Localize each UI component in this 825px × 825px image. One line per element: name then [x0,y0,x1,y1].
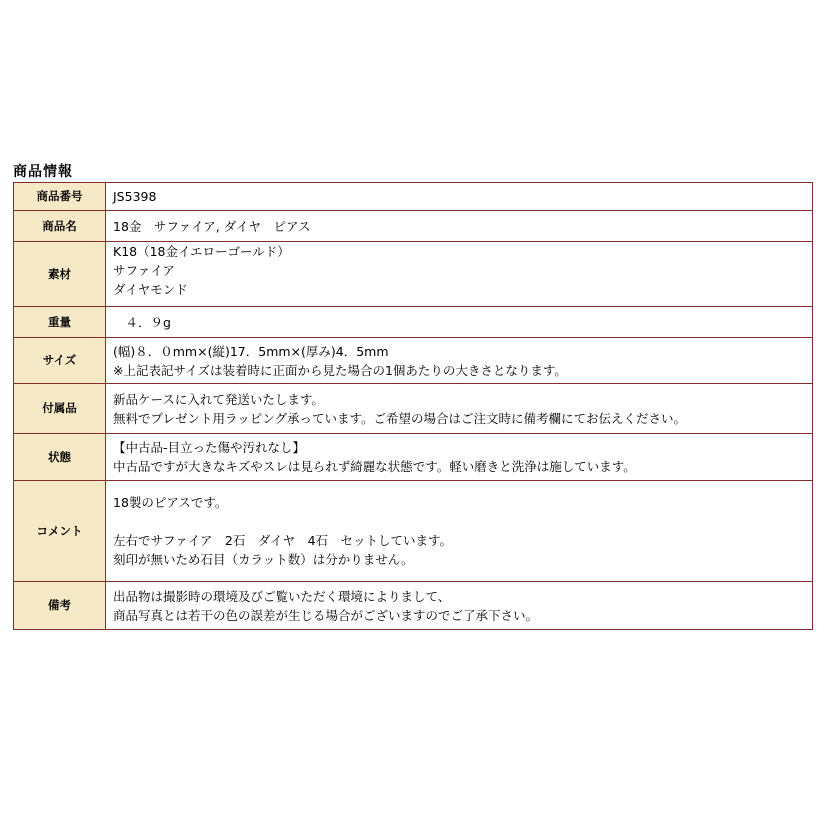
value-line: サファイア [113,263,175,278]
row-label: 付属品 [14,384,106,434]
value-line: 18金 サファイア, ダイヤ ピアス [113,218,311,234]
value-line: JS5398 [113,189,157,204]
row-label: 状態 [14,434,106,481]
table-row-size [14,338,813,384]
row-value [106,582,813,630]
row-value [106,211,813,242]
table-row-comment [14,481,813,582]
row-label: 重量 [14,307,106,338]
row-value [106,384,813,434]
row-label: コメント [14,481,106,582]
product-info-table [13,182,813,630]
row-value [106,242,813,307]
row-value [106,307,813,338]
value-line: 商品写真とは若干の色の誤差が生じる場合がございますのでご了承下さい。 [113,607,539,623]
table-row-accessories [14,384,813,434]
value-line: ダイヤモンド [113,282,188,297]
row-value [106,481,813,582]
table-row-condition [14,434,813,481]
value-line: 中古品ですが大きなキズやスレは見られず綺麗な状態です。軽い磨きと洗浄は施しています。 [113,459,636,474]
value-line: 出品物は撮影時の環境及びご覧いただく環境によりまして、 [113,588,451,604]
value-line: 【中古品-目立った傷や汚れなし】 [113,440,306,455]
value-line: ４．９g [113,314,171,330]
row-label: 備考 [14,582,106,630]
value-line: K18（18金イエローゴールド） [113,244,290,259]
table-row-weight [14,307,813,338]
section-title: 商品情報 [13,164,73,180]
value-line: (幅)８．０mm×(縦)17．5mm×(厚み)4．5mm [113,343,389,359]
value-line: 左右でサファイア 2石 ダイヤ 4石 セットしています。 [113,533,453,548]
row-value [106,338,813,384]
value-line: 新品ケースに入れて発送いたします。 [113,391,324,407]
table-row-remarks [14,582,813,630]
row-label: 商品番号 [14,183,106,211]
row-label: 素材 [14,242,106,307]
value-line: 無料でプレゼント用ラッピング承っています。ご希望の場合はご注文時に備考欄にてお伝えください。 [113,410,687,426]
table-row-material [14,242,813,307]
row-value [106,434,813,481]
value-line: 刻印が無いため石目（カラット数）は分かりません。 [113,552,414,567]
table-row-product-name [14,211,813,242]
row-label: 商品名 [14,211,106,242]
blank-line [113,512,812,531]
table-row-product-number [14,183,813,211]
row-value [106,183,813,211]
value-line: 18製のピアスです。 [113,495,228,510]
row-label: サイズ [14,338,106,384]
value-line: ※上記表記サイズは装着時に正面から見た場合の1個あたりの大きさとなります。 [113,362,567,378]
